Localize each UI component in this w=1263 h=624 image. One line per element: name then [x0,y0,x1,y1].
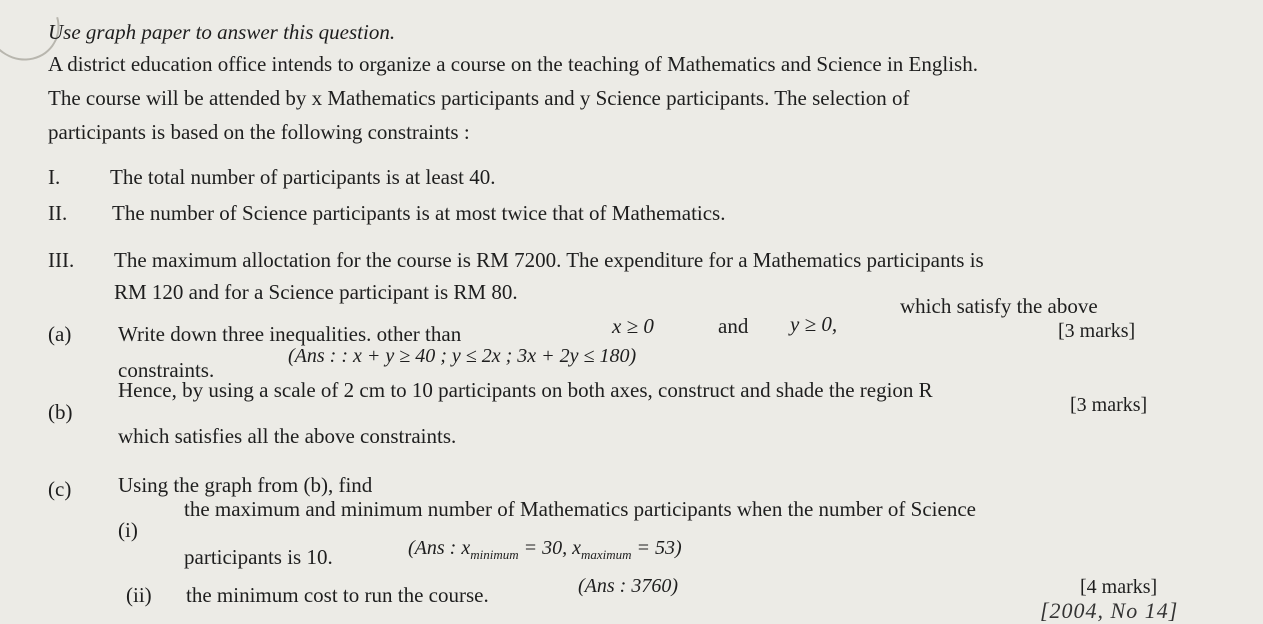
part-c-line-1: Using the graph from (b), find [118,473,373,497]
part-c-i-label: (i) [118,518,138,542]
instruction-text: Use graph paper to answer this question. [48,20,396,44]
part-c-i-line-2: participants is 10. [184,545,333,569]
intro-line-1: A district education office intends to organize a course on the teaching of Mathematics and Science in English. [48,52,978,76]
part-c-ii-label: (ii) [126,583,152,607]
part-a-line-1: Write down three inequalities. other than [118,322,462,346]
part-a-and: and [718,314,749,338]
part-a-answer: (Ans : : x + y ≥ 40 ; y ≤ 2x ; 3x + 2y ≤ 180) [288,345,637,367]
part-a-tail: which satisfy the above [900,294,1098,318]
part-a-label: (a) [48,322,72,346]
intro-line-2: The course will be attended by x Mathematics participants and y Science participants. The selection of [48,86,910,110]
part-c-ii-text: the minimum cost to run the course. [186,583,489,607]
part-a-line-2: constraints. [118,358,215,382]
part-b-marks: [3 marks] [1070,394,1148,416]
part-c-i-answer [408,536,682,567]
part-a-marks: [3 marks] [1058,320,1136,342]
constraint-1-number: I. [48,165,61,189]
part-c-i-min-subscript: minimum [470,547,519,562]
part-c-i-answer-end: = 53) [631,537,682,559]
part-b-line-1: Hence, by using a scale of 2 cm to 10 participants on both axes, construct and shade the region R [118,378,933,402]
part-b-line-2: which satisfies all the above constraints. [118,424,457,448]
part-a-condition-x: x ≥ 0 [612,314,654,338]
constraint-3-number: III. [48,248,75,272]
constraint-3-text-cont: RM 120 and for a Science participant is RM 80. [114,280,518,304]
part-c-i-answer-prefix: (Ans : x [408,537,471,559]
part-a-condition-y: y ≥ 0, [790,312,838,336]
constraint-3-text: The maximum alloctation for the course is RM 7200. The expenditure for a Mathematics participants is [114,248,984,272]
part-c-label: (c) [48,477,72,501]
part-b-label: (b) [48,400,73,424]
part-c-i-answer-mid: = 30, x [518,537,581,559]
source-reference: [2004, No 14] [1040,598,1179,623]
part-c-ii-answer: (Ans : 3760) [578,575,678,597]
part-c-i-max-subscript: maximum [580,547,632,562]
part-c-i-line-1: the maximum and minimum number of Mathematics participants when the number of Science [184,497,976,521]
constraint-2-text: The number of Science participants is at most twice that of Mathematics. [112,201,726,225]
constraint-2-number: II. [48,201,68,225]
constraint-1-text: The total number of participants is at least 40. [110,165,496,189]
part-c-marks: [4 marks] [1080,576,1158,598]
intro-line-3: participants is based on the following constraints : [48,120,470,144]
